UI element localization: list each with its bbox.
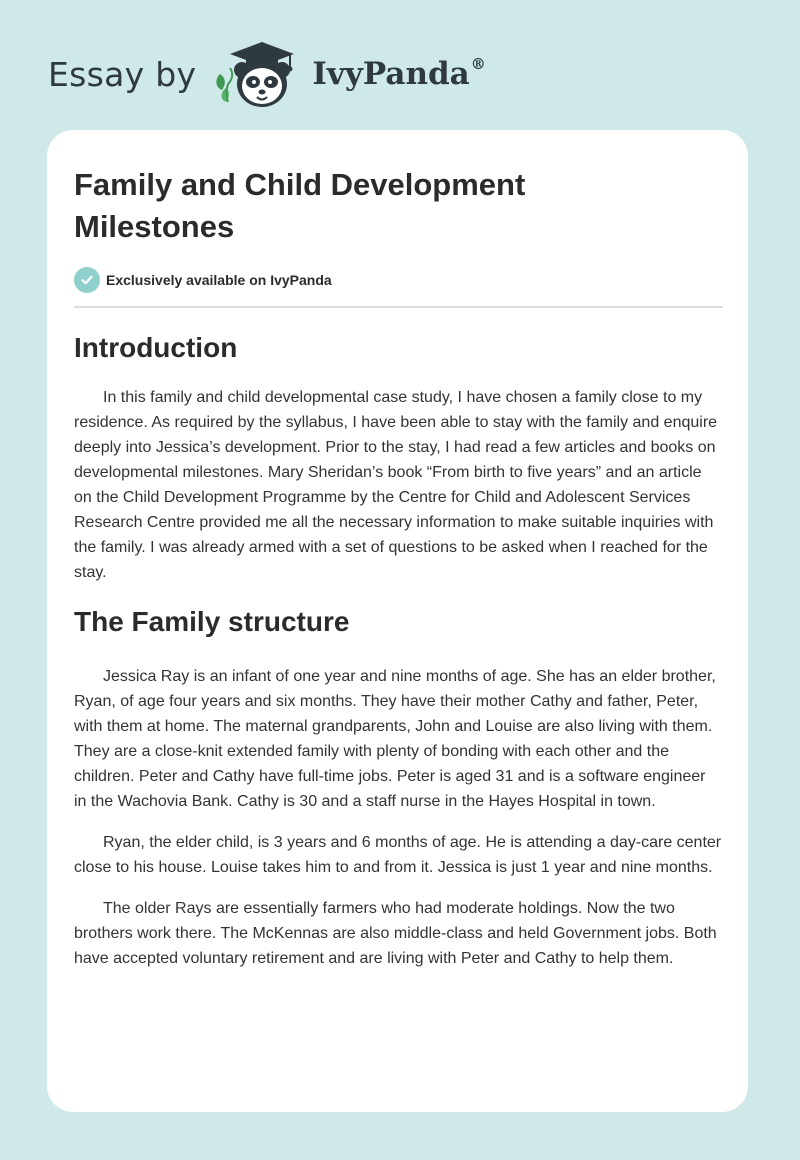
paragraph: In this family and child developmental case study, I have chosen a family close to my residence. As required by the syllabus, I have been able to stay with the family and enquire deeply into Jessica’s development. Prior to the stay, I had read a few articles and books on developmental milestones. Mary Sheridan’s book “From birth to five years” and an article on the Child Development Programme by the Centre for Child and Adolescent Services Research Centre provided me all the necessary information to make suitable inquiries with the family. I was already armed with a set of questions to be asked when I reached for the stay. <box>74 389 718 581</box>
paragraph: The older Rays are essentially farmers who had moderate holdings. Now the two brothers work there. The McKennas are also middle-class and held Government jobs. Both have accepted voluntary retirement and are living with Peter and Cathy to help them. <box>74 900 717 967</box>
title-divider <box>74 306 723 308</box>
brand-name-text: IvyPanda <box>312 56 470 92</box>
exclusive-badge-text: Exclusively available on IvyPanda <box>106 272 332 288</box>
panda-graduate-icon[interactable] <box>212 34 306 110</box>
section-heading-family-structure: The Family structure <box>74 606 350 637</box>
registered-mark: ® <box>470 54 486 73</box>
essay-by-label: Essay by <box>48 54 197 94</box>
paragraph: Jessica Ray is an infant of one year and nine months of age. She has an elder brother, Ryan, of age four years and six months. They have their mother Cathy and father, Peter, with them at home. The maternal grandparents, John and Louise are also living with them. They are a close-knit extended family with plenty of bonding with each other and the children. Peter and Cathy have full-time jobs. Peter is aged 31 and is a software engineer in the Wachovia Bank. Cathy is 30 and a staff nurse in the Hayes Hospital in town. <box>74 668 716 810</box>
section-heading-introduction: Introduction <box>74 332 238 363</box>
site-header <box>48 34 486 110</box>
article-card <box>47 130 748 1112</box>
paragraph: Ryan, the elder child, is 3 years and 6 months of age. He is attending a day-care center close to his house. Louise takes him to and from it. Jessica is just 1 year and nine months. <box>74 834 722 876</box>
exclusive-badge <box>74 267 722 293</box>
check-icon <box>74 267 100 293</box>
article-title: Family and Child Development Milestones <box>74 167 526 244</box>
brand-name[interactable] <box>312 56 485 92</box>
